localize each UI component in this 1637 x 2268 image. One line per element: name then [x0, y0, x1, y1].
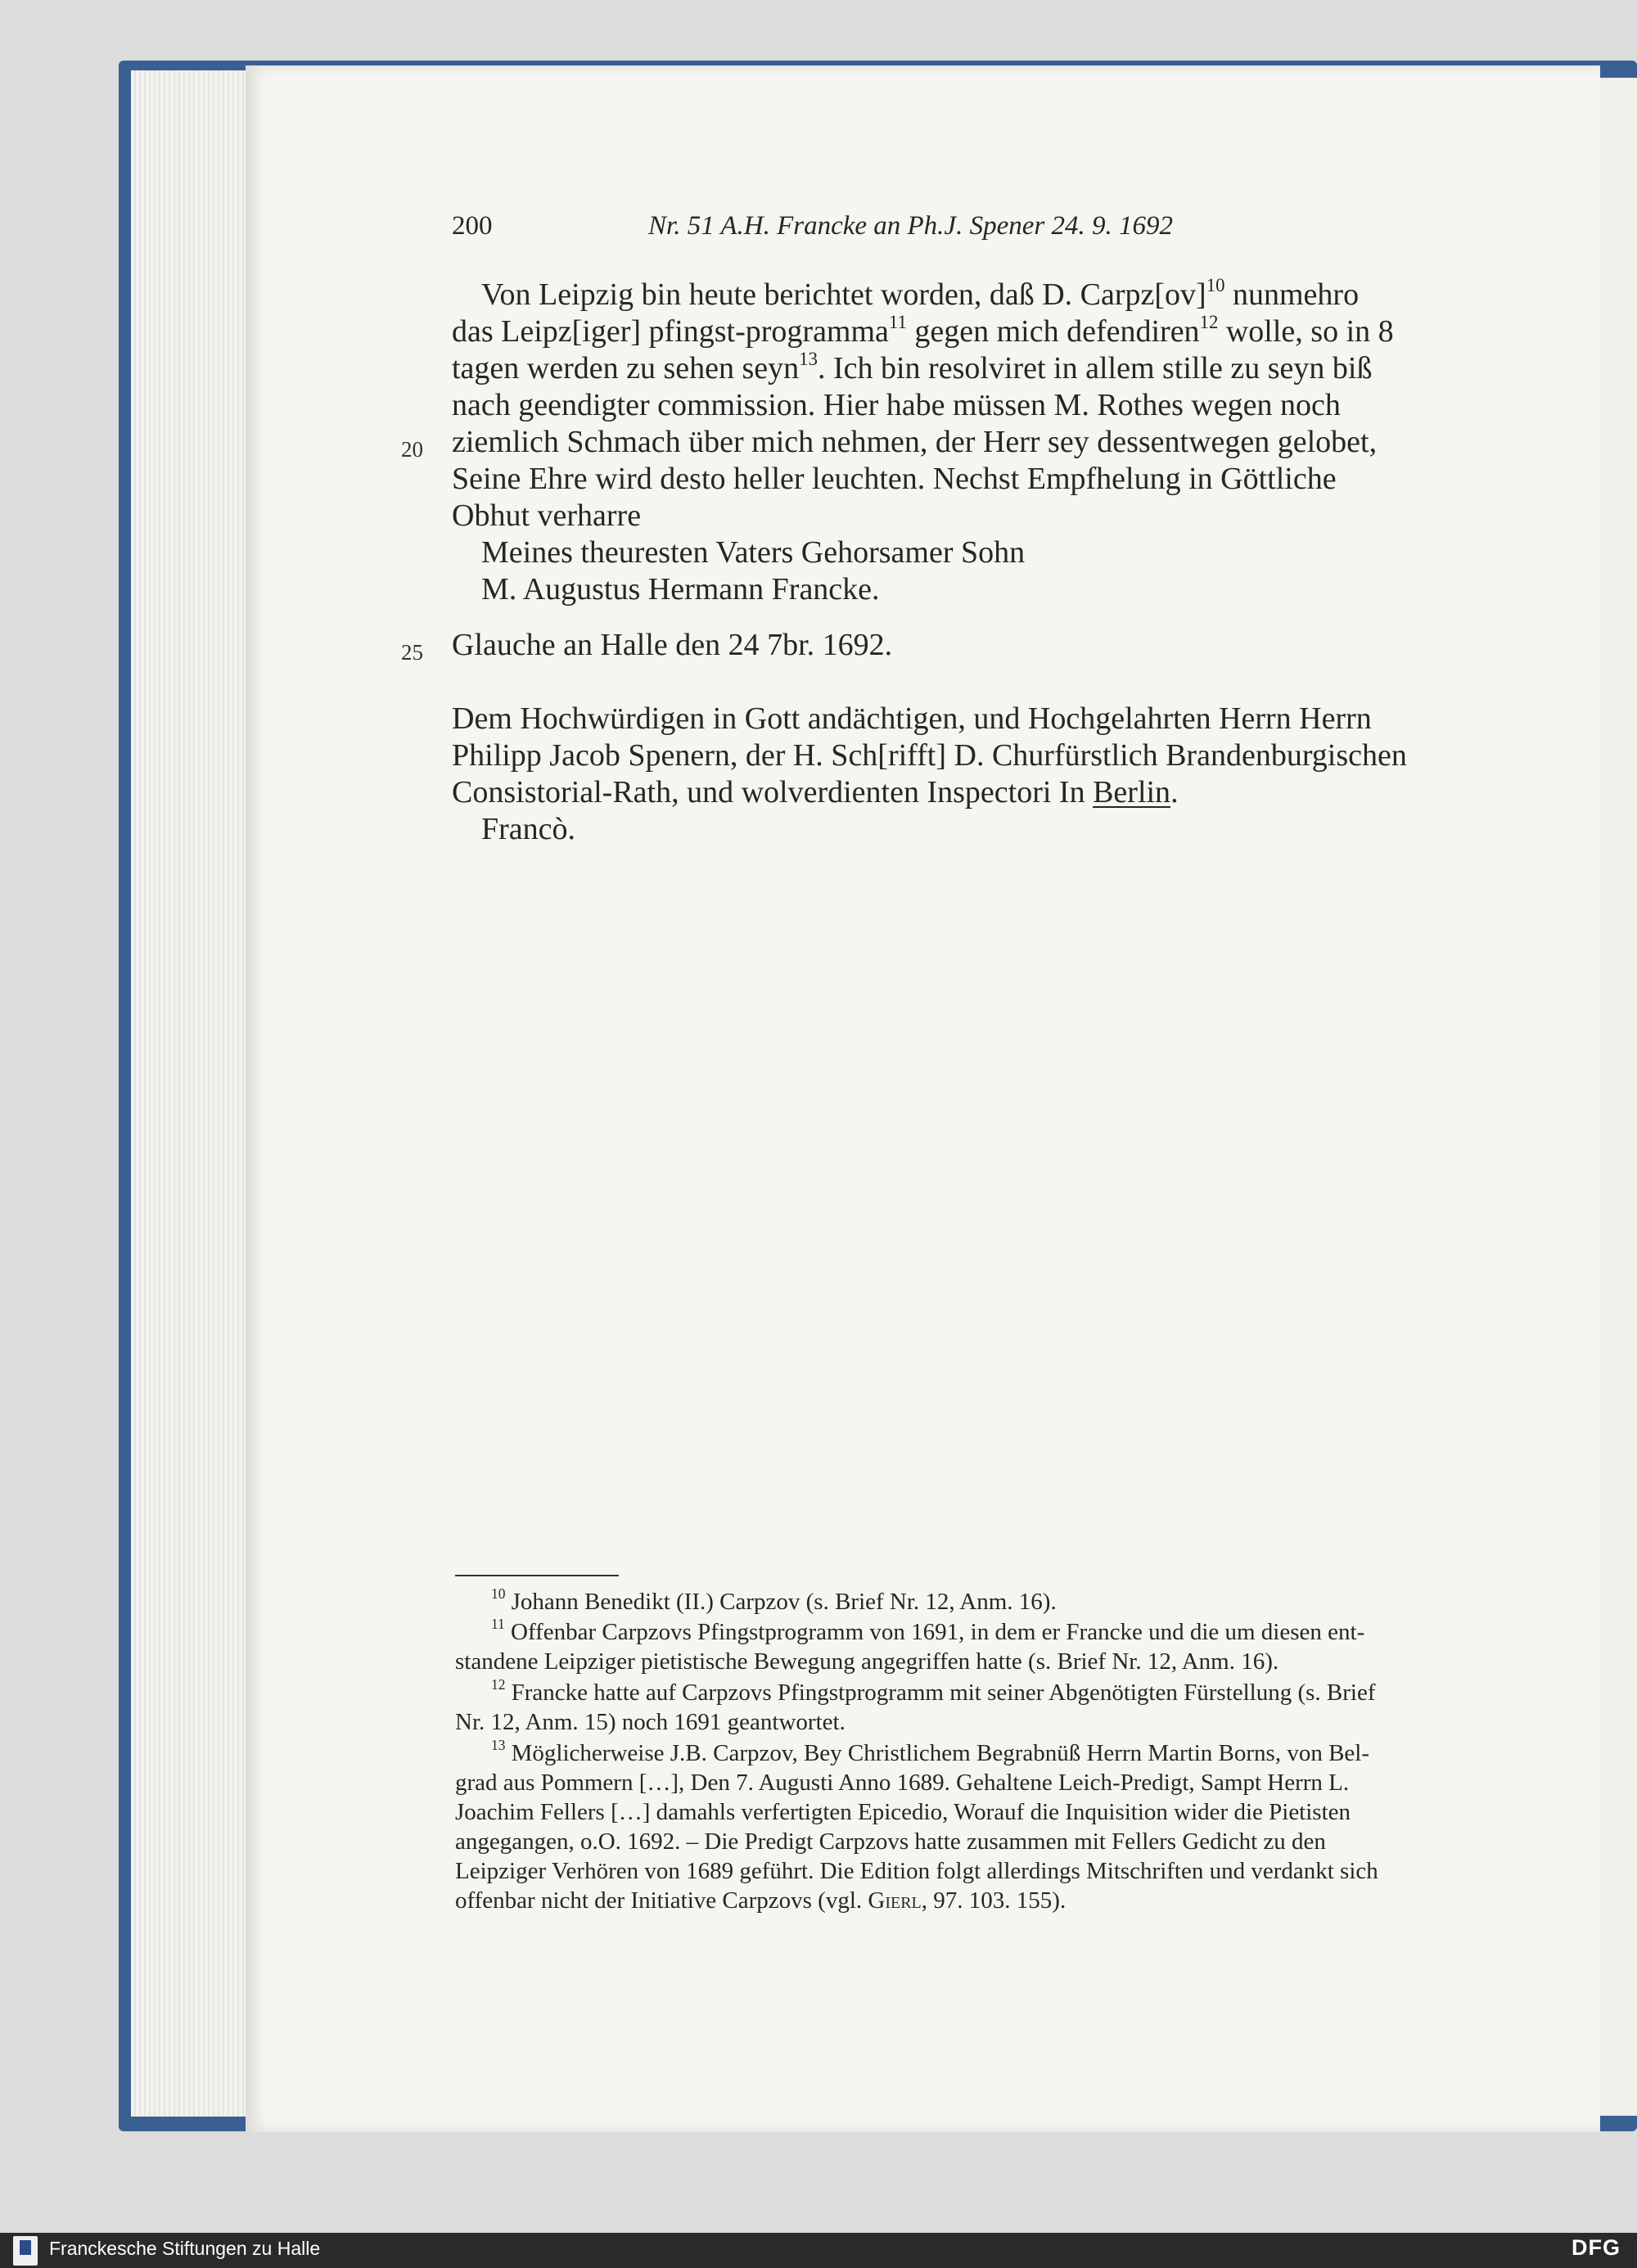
institution-logo-icon — [13, 2236, 38, 2266]
footnote-11-line-2: standene Leipziger pietistische Bewegung angegriffen hatte (s. Brief Nr. 12, Anm. 16). — [455, 1648, 1279, 1675]
footnote-13-line-6: offenbar nicht der Initiative Carpzovs (vgl. Gierl, 97. 103. 155). — [455, 1887, 1067, 1914]
footnote-13-line-5: Leipziger Verhören von 1689 geführt. Die Edition folgt allerdings Mitschriften und verdankt sich — [455, 1858, 1378, 1884]
address-line-1: Dem Hochwürdigen in Gott andächtigen, und Hochgelahrten Herrn Herrn — [452, 701, 1372, 736]
body-line-3: tagen werden zu sehen seyn$^{13}$. Ich bin resolviret in allem stille zu seyn biß — [452, 349, 1373, 386]
footnote-11-line-1: $^{11}$ Offenbar Carpzovs Pfingstprogramm von 1691, in dem er Francke und die um diesen ent- — [491, 1616, 1365, 1645]
running-head: Nr. 51 A.H. Francke an Ph.J. Spener 24. 9. 1692 — [648, 211, 1173, 241]
footnote-ref-11: 11 — [888, 312, 907, 333]
footnote-ref-13: 13 — [799, 349, 818, 370]
footnote-13-line-4: angegangen, o.O. 1692. – Die Predigt Carpzovs hatte zusammen mit Fellers Gedicht zu den — [455, 1828, 1326, 1855]
footnote-10: $^{10}$ Johann Benedikt (II.) Carpzov (s. Brief Nr. 12, Anm. 16). — [491, 1585, 1057, 1615]
page-number: 200 — [452, 211, 493, 241]
institution-name: Franckesche Stiftungen zu Halle — [49, 2238, 321, 2259]
body-line-7: Obhut verharre — [452, 498, 642, 533]
footnote-rule — [455, 1575, 619, 1576]
underlined-berlin: Berlin — [1093, 775, 1171, 809]
body-line-5: ziemlich Schmach über mich nehmen, der Herr sey dessentwegen gelobet, — [452, 425, 1378, 459]
next-page-edge — [1600, 78, 1637, 2116]
footnote-13-line-1: $^{13}$ Möglicherweise J.B. Carpzov, Bey Christlichem Begrabnüß Herrn Martin Borns, von Bel- — [491, 1737, 1370, 1766]
signature: M. Augustus Hermann Francke. — [481, 572, 880, 606]
body-line-4: nach geendigter commission. Hier habe müssen M. Rothes wegen noch — [452, 388, 1341, 422]
address-line-2: Philipp Jacob Spenern, der H. Sch[rifft] D. Churfürstlich Brandenburgischen — [452, 738, 1407, 773]
footnote-12-line-1: $^{12}$ Francke hatte auf Carpzovs Pfingstprogramm mit seiner Abgenötigten Fürstellung (s. Brief — [491, 1676, 1376, 1706]
date-line: Glauche an Halle den 24 7br. 1692. — [452, 628, 893, 662]
footnote-13-line-2: grad aus Pommern […], Den 7. Augusti Anno 1689. Gehaltene Leich-Predigt, Sampt Herrn L. — [455, 1770, 1350, 1796]
footnote-12-line-2: Nr. 12, Anm. 15) noch 1691 geantwortet. — [455, 1709, 846, 1735]
line-number-25: 25 — [401, 640, 423, 665]
dfg-logo: DFG — [1572, 2235, 1621, 2260]
page-edges — [131, 70, 254, 2117]
footnote-ref-12: 12 — [1199, 312, 1219, 333]
address-line-3: Consistorial-Rath, und wolverdienten Inspectori In Berlin. — [452, 775, 1179, 809]
franco-line: Francò. — [481, 812, 576, 846]
closing-salutation: Meines theuresten Vaters Gehorsamer Sohn — [481, 535, 1026, 570]
body-line-2: das Leipz[iger] pfingst-programma$^{11}$ gegen mich defendiren$^{12}$ wolle, so in 8 — [452, 312, 1394, 349]
footnote-13-line-3: Joachim Fellers […] damahls verfertigten Epicedio, Worauf die Inquisition wider die Pietisten — [455, 1799, 1351, 1825]
body-line-1: Von Leipzig bin heute berichtet worden, daß D. Carpz[ov]$^{10}$ nunmehro — [481, 275, 1360, 312]
page-header — [452, 211, 1270, 247]
body-line-6: Seine Ehre wird desto heller leuchten. Nechst Empfhelung in Göttliche — [452, 462, 1337, 496]
line-number-20: 20 — [401, 437, 423, 462]
footnote-ref-10: 10 — [1206, 275, 1225, 296]
